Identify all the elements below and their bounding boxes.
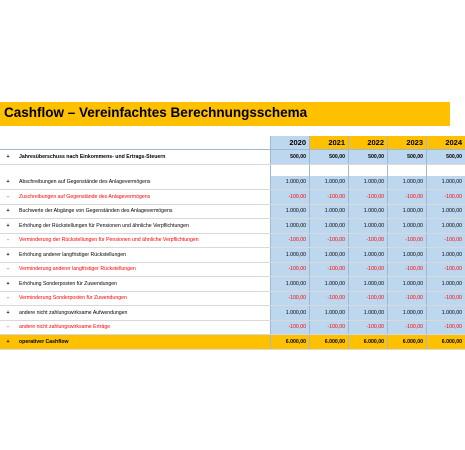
year-2022[interactable]: 2022 bbox=[349, 136, 388, 150]
value-cell-2023[interactable]: -100,00 bbox=[388, 262, 427, 277]
value-cell-2023[interactable]: 1.000,00 bbox=[388, 219, 427, 234]
value-cell-2021[interactable]: 1.000,00 bbox=[310, 277, 349, 292]
value-cell-2021[interactable]: 500,00 bbox=[310, 150, 349, 164]
table-row bbox=[0, 277, 465, 292]
table-row bbox=[0, 176, 465, 190]
sign-cell: - bbox=[0, 233, 16, 248]
row-label: Jahresüberschuss nach Einkommens- und Ertrags-Steuern bbox=[16, 150, 271, 164]
row-label: Zuschreibungen auf Gegenstände des Anlagevermögens bbox=[16, 190, 271, 205]
sign-cell: + bbox=[0, 277, 16, 292]
value-cell-2020[interactable]: -100,00 bbox=[271, 233, 310, 248]
row-label: Verminderung Sonderposten für Zuwendungen bbox=[16, 291, 271, 306]
table-row bbox=[0, 248, 465, 263]
value-cell-2024[interactable]: -100,00 bbox=[427, 233, 465, 248]
table-row bbox=[0, 190, 465, 205]
value-cell-2024[interactable]: 1.000,00 bbox=[427, 248, 465, 263]
spacer-cell bbox=[310, 164, 349, 176]
year-header bbox=[0, 136, 465, 150]
value-cell-2022[interactable]: 6.000,00 bbox=[349, 335, 388, 350]
year-2023[interactable]: 2023 bbox=[388, 136, 427, 150]
value-cell-2022[interactable]: 1.000,00 bbox=[349, 176, 388, 190]
row-label: andere nicht zahlungswirksame Aufwendungen bbox=[16, 306, 271, 321]
value-cell-2020[interactable]: -100,00 bbox=[271, 320, 310, 335]
value-cell-2020[interactable]: 1.000,00 bbox=[271, 176, 310, 190]
value-cell-2022[interactable]: 500,00 bbox=[349, 150, 388, 164]
value-cell-2024[interactable]: -100,00 bbox=[427, 262, 465, 277]
value-cell-2020[interactable]: 1.000,00 bbox=[271, 277, 310, 292]
row-label: Abschreibungen auf Gegenstände des Anlagevermögens bbox=[16, 176, 271, 190]
value-cell-2021[interactable]: 1.000,00 bbox=[310, 248, 349, 263]
value-cell-2021[interactable]: 1.000,00 bbox=[310, 204, 349, 219]
value-cell-2021[interactable]: -100,00 bbox=[310, 190, 349, 205]
sign-cell: + bbox=[0, 150, 16, 164]
value-cell-2021[interactable]: 1.000,00 bbox=[310, 219, 349, 234]
year-2024[interactable]: 2024 bbox=[427, 136, 465, 150]
row-label: Erhöhung Sonderposten für Zuwendungen bbox=[16, 277, 271, 292]
table-row bbox=[0, 219, 465, 234]
value-cell-2023[interactable]: 1.000,00 bbox=[388, 248, 427, 263]
value-cell-2023[interactable]: 6.000,00 bbox=[388, 335, 427, 350]
value-cell-2020[interactable]: 1.000,00 bbox=[271, 306, 310, 321]
value-cell-2020[interactable]: -100,00 bbox=[271, 291, 310, 306]
value-cell-2022[interactable]: 1.000,00 bbox=[349, 219, 388, 234]
spacer-cell bbox=[16, 164, 271, 176]
spacer-row bbox=[0, 164, 465, 176]
header-label-cell bbox=[16, 136, 271, 150]
year-2020[interactable]: 2020 bbox=[271, 136, 310, 150]
value-cell-2020[interactable]: 6.000,00 bbox=[271, 335, 310, 350]
spacer-cell bbox=[427, 164, 465, 176]
value-cell-2024[interactable]: 500,00 bbox=[427, 150, 465, 164]
value-cell-2021[interactable]: 6.000,00 bbox=[310, 335, 349, 350]
value-cell-2024[interactable]: 1.000,00 bbox=[427, 306, 465, 321]
value-cell-2022[interactable]: -100,00 bbox=[349, 262, 388, 277]
spacer-cell bbox=[0, 164, 16, 176]
cashflow-table bbox=[0, 150, 465, 350]
sign-cell: + bbox=[0, 204, 16, 219]
sign-cell: - bbox=[0, 320, 16, 335]
value-cell-2022[interactable]: -100,00 bbox=[349, 320, 388, 335]
sign-cell: + bbox=[0, 306, 16, 321]
table-row bbox=[0, 291, 465, 306]
value-cell-2024[interactable]: -100,00 bbox=[427, 320, 465, 335]
row-label: Buchwerte der Abgänge von Gegenständen des Anlagevermögens bbox=[16, 204, 271, 219]
value-cell-2022[interactable]: -100,00 bbox=[349, 291, 388, 306]
value-cell-2022[interactable]: 1.000,00 bbox=[349, 248, 388, 263]
value-cell-2023[interactable]: 1.000,00 bbox=[388, 277, 427, 292]
sign-cell: + bbox=[0, 335, 16, 350]
table-row bbox=[0, 150, 465, 164]
value-cell-2023[interactable]: -100,00 bbox=[388, 320, 427, 335]
value-cell-2024[interactable]: 6.000,00 bbox=[427, 335, 465, 350]
value-cell-2021[interactable]: 1.000,00 bbox=[310, 306, 349, 321]
value-cell-2020[interactable]: 1.000,00 bbox=[271, 204, 310, 219]
sign-cell: - bbox=[0, 190, 16, 205]
value-cell-2022[interactable]: 1.000,00 bbox=[349, 306, 388, 321]
row-label: Erhöhung anderer langfristiger Rückstellungen bbox=[16, 248, 271, 263]
value-cell-2023[interactable]: 500,00 bbox=[388, 150, 427, 164]
sign-cell: - bbox=[0, 291, 16, 306]
value-cell-2022[interactable]: -100,00 bbox=[349, 233, 388, 248]
value-cell-2020[interactable]: 500,00 bbox=[271, 150, 310, 164]
spacer-cell bbox=[271, 164, 310, 176]
value-cell-2022[interactable]: -100,00 bbox=[349, 190, 388, 205]
value-cell-2024[interactable]: -100,00 bbox=[427, 190, 465, 205]
table-row bbox=[0, 233, 465, 248]
value-cell-2021[interactable]: 1.000,00 bbox=[310, 176, 349, 190]
table-row bbox=[0, 306, 465, 321]
row-label: andere nicht zahlungswirksame Erträge bbox=[16, 320, 271, 335]
value-cell-2020[interactable]: 1.000,00 bbox=[271, 219, 310, 234]
row-label: Verminderung anderer langfristiger Rückstellungen bbox=[16, 262, 271, 277]
value-cell-2023[interactable]: 1.000,00 bbox=[388, 306, 427, 321]
value-cell-2020[interactable]: -100,00 bbox=[271, 190, 310, 205]
value-cell-2020[interactable]: 1.000,00 bbox=[271, 248, 310, 263]
sign-cell: + bbox=[0, 176, 16, 190]
table-row bbox=[0, 320, 465, 335]
title-bar bbox=[0, 102, 450, 126]
value-cell-2022[interactable]: 1.000,00 bbox=[349, 204, 388, 219]
value-cell-2021[interactable]: -100,00 bbox=[310, 262, 349, 277]
sign-cell: + bbox=[0, 248, 16, 263]
page-title: Cashflow – Vereinfachtes Berechnungsschema bbox=[4, 105, 308, 120]
value-cell-2023[interactable]: -100,00 bbox=[388, 190, 427, 205]
row-label: operativer Cashflow bbox=[16, 335, 271, 350]
value-cell-2024[interactable]: 1.000,00 bbox=[427, 204, 465, 219]
value-cell-2023[interactable]: 1.000,00 bbox=[388, 176, 427, 190]
spacer-cell bbox=[388, 164, 427, 176]
value-cell-2022[interactable]: 1.000,00 bbox=[349, 277, 388, 292]
value-cell-2024[interactable]: 1.000,00 bbox=[427, 277, 465, 292]
row-label: Erhöhung der Rückstellungen für Pensionen und ähnliche Verpflichtungen bbox=[16, 219, 271, 234]
total-row bbox=[0, 335, 465, 350]
value-cell-2023[interactable]: 1.000,00 bbox=[388, 204, 427, 219]
year-2021[interactable]: 2021 bbox=[310, 136, 349, 150]
sign-cell: - bbox=[0, 262, 16, 277]
table-row bbox=[0, 204, 465, 219]
value-cell-2021[interactable]: -100,00 bbox=[310, 233, 349, 248]
value-cell-2024[interactable]: -100,00 bbox=[427, 291, 465, 306]
value-cell-2024[interactable]: 1.000,00 bbox=[427, 219, 465, 234]
sign-cell: + bbox=[0, 219, 16, 234]
value-cell-2024[interactable]: 1.000,00 bbox=[427, 176, 465, 190]
header-sign-cell bbox=[0, 136, 16, 150]
spacer-cell bbox=[349, 164, 388, 176]
row-label: Verminderung der Rückstellungen für Pensionen und ähnliche Verpflichtungen bbox=[16, 233, 271, 248]
value-cell-2023[interactable]: -100,00 bbox=[388, 291, 427, 306]
year-header-row bbox=[0, 136, 465, 150]
value-cell-2021[interactable]: -100,00 bbox=[310, 320, 349, 335]
value-cell-2020[interactable]: -100,00 bbox=[271, 262, 310, 277]
value-cell-2021[interactable]: -100,00 bbox=[310, 291, 349, 306]
table-row bbox=[0, 262, 465, 277]
value-cell-2023[interactable]: -100,00 bbox=[388, 233, 427, 248]
